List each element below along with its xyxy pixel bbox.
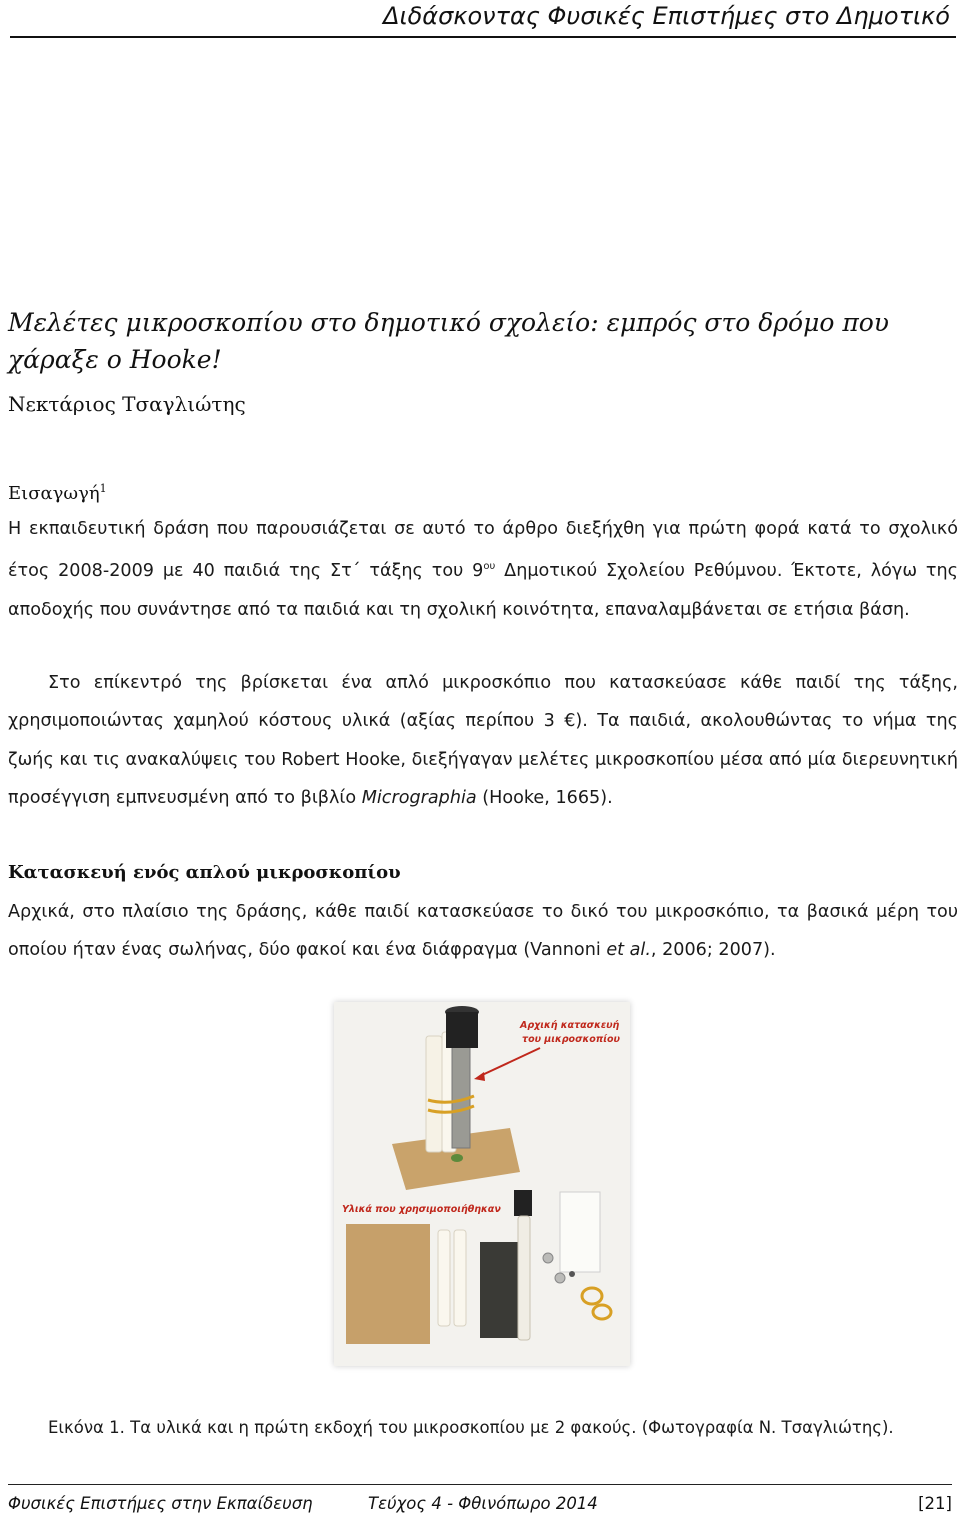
cardboard-sheet <box>346 1224 430 1344</box>
lens <box>569 1271 575 1277</box>
washer-2 <box>555 1273 565 1283</box>
footer-divider <box>8 1484 952 1485</box>
article-title-line-2: χάραξε ο Hooke! <box>8 345 222 374</box>
page-number: [21] <box>918 1494 952 1513</box>
intro-p1-text-b: Δημοτικού Σχολείου Ρεθύμνου. Έκτοτε, λόγω της αποδοχής που συνάντησε από τα παιδιά και τη σχολική κοινότητα, επαναλαμβάνεται σε ετήσια βάση. <box>8 561 958 620</box>
black-cap-small <box>514 1190 532 1216</box>
running-title: Διδάσκοντας Φυσικές Επιστήμες στο Δημοτικό <box>383 2 950 30</box>
label-materials: Υλικά που χρησιμοποιήθηκαν <box>342 1204 501 1215</box>
construction-text-b: , 2006; 2007). <box>650 940 776 961</box>
white-tube-3 <box>438 1230 450 1326</box>
white-tube-1 <box>426 1036 442 1152</box>
white-tube-5 <box>518 1216 530 1340</box>
et-al: et al. <box>606 940 651 961</box>
figure-caption: Εικόνα 1. Τα υλικά και η πρώτη εκδοχή του μικροσκοπίου με 2 φακούς. (Φωτογραφία Ν. Τσαγλιώτης). <box>48 1418 894 1437</box>
intro-heading <box>8 482 107 504</box>
intro-p1-text-a: Η εκπαιδευτική δράση που παρουσιάζεται σε αυτό το άρθρο διεξήχθη για πρώτη φορά κατά το σχολικό έτος 2008-2009 με 40 παιδιά της Στ΄ τάξης του 9 <box>8 519 958 582</box>
running-header <box>10 0 956 38</box>
intro-p2-text-a: Στο επίκεντρό της βρίσκεται ένα απλό μικροσκόπιο που κατασκεύασε κάθε παιδί της τάξης, χρησιμοποιώντας χαμηλού κόστους υλικά (αξίας περίπου 3 €). Τα παιδιά, ακολουθώντας το νήμα της ζωής και τις ανακαλύψεις του Robert Hooke, διεξήγαγαν μελέτες μικροσκοπίου μέσα από μία διερευνητική προσέγγιση εμπνευσμένη από το βιβλίο <box>8 673 958 809</box>
white-tube-4 <box>454 1230 466 1326</box>
black-paper <box>480 1242 518 1338</box>
leaf-sample <box>451 1154 463 1162</box>
paper-scale <box>560 1192 600 1272</box>
intro-paragraph-2 <box>8 664 958 818</box>
footer-journal: Φυσικές Επιστήμες στην Εκπαίδευση <box>8 1494 313 1513</box>
construction-heading: Κατασκευή ενός απλού μικροσκοπίου <box>8 862 401 883</box>
ordinal-superscript: ου <box>483 561 496 573</box>
figure-1-photo <box>334 1002 630 1366</box>
construction-paragraph <box>8 893 958 970</box>
article-title-line-1: Μελέτες μικροσκοπίου στο δημοτικό σχολείο: εμπρός στο δρόμο που <box>8 308 890 337</box>
label-initial-construction-1: Αρχική κατασκευή <box>520 1020 620 1031</box>
footnote-ref: 1 <box>99 482 107 495</box>
black-eyepiece <box>446 1012 478 1048</box>
footer-issue: Τεύχος 4 - Φθινόπωρο 2014 <box>368 1494 598 1513</box>
label-initial-construction-2: του μικροσκοπίου <box>522 1034 620 1045</box>
washer-1 <box>543 1253 553 1263</box>
intro-paragraph-1 <box>8 510 958 629</box>
author-name: Νεκτάριος Τσαγλιώτης <box>8 392 246 416</box>
intro-p2-text-b: (Hooke, 1665). <box>476 788 613 809</box>
book-title: Micrographia <box>361 788 477 809</box>
intro-heading-text: Εισαγωγή <box>8 483 100 504</box>
construction-text-a: Αρχικά, στο πλαίσιο της δράσης, κάθε παιδί κατασκεύασε το δικό του μικροσκόπιο, τα βασικά μέρη του οποίου ήταν ένας σωλήνας, δύο φακοί και ένα διάφραγμα (Vannoni <box>8 902 958 961</box>
microscope-materials-illustration <box>334 1002 630 1366</box>
article-title <box>8 304 938 378</box>
